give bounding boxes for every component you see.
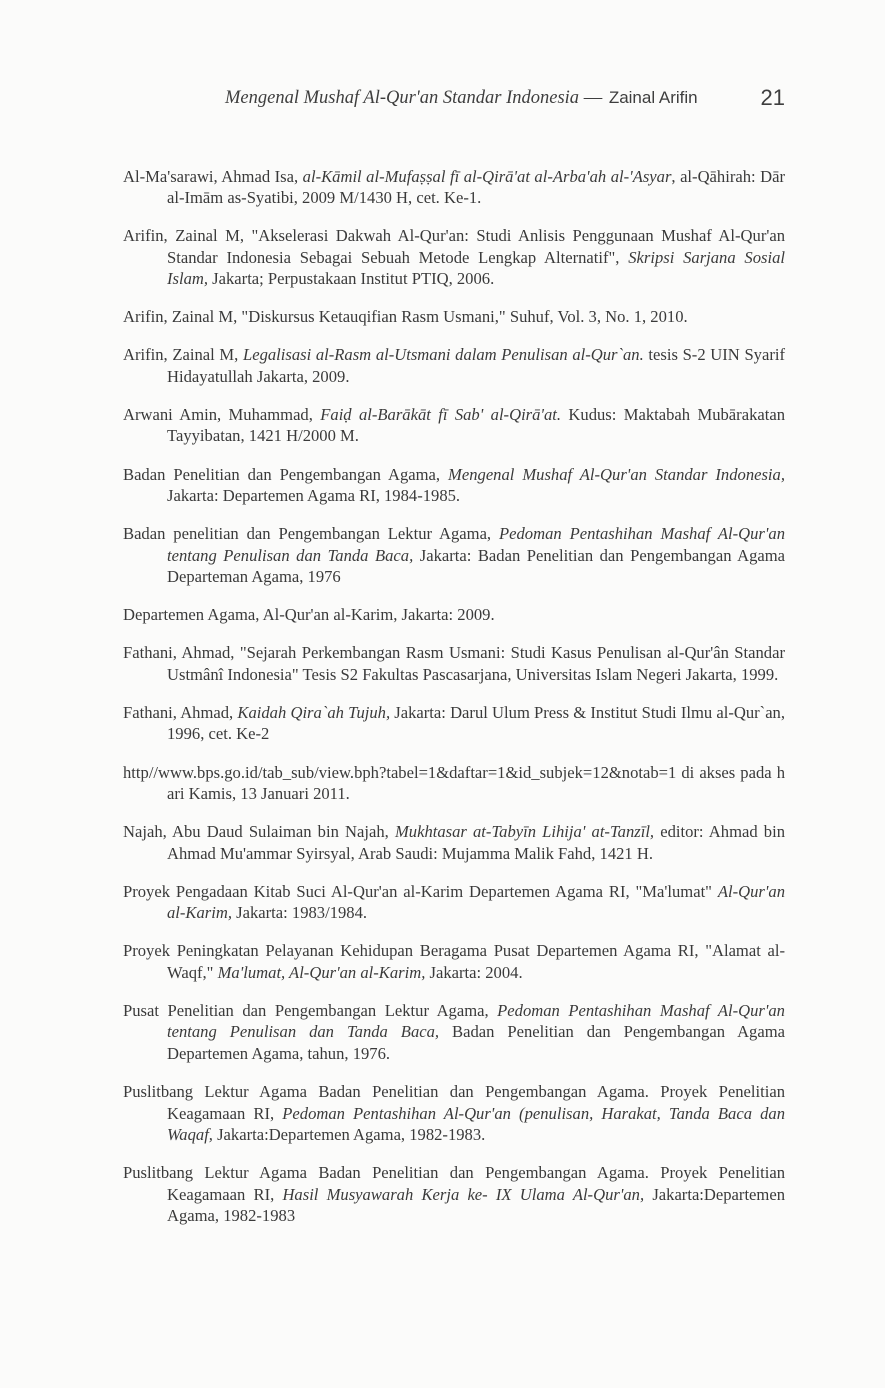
reference-entry: Arifin, Zainal M, Legalisasi al-Rasm al-Utsmani dalam Penulisan al-Qur`an. tesis S-2 UIN Syarif Hidayatullah Jakarta, 2009. xyxy=(123,345,785,386)
bibliography-list xyxy=(123,149,785,1236)
reference-entry: Badan Penelitian dan Pengembangan Agama, Mengenal Mushaf Al-Qur'an Standar Indonesia, Jakarta: Departemen Agama RI, 1984-1985. xyxy=(123,464,785,506)
reference-entry: Departemen Agama, Al-Qur'an al-Karim, Jakarta: 2009. xyxy=(123,605,495,625)
reference-entry: Najah, Abu Daud Sulaiman bin Najah, Mukhtasar at-Tabyīn Lihija' at-Tanzīl, editor: Ahmad bin Ahmad Mu'ammar Syirsyal, Arab Saudi: Mujamma Malik Fahd, 1421 H. xyxy=(123,822,785,863)
reference-entry: Puslitbang Lektur Agama Badan Penelitian dan Pengembangan Agama. Proyek Penelitian Keagamaan RI, Hasil Musyawarah Kerja ke- IX Ulama Al-Qur'an, Jakarta:Departemen Agama, 1982-1983 xyxy=(123,1163,785,1226)
reference-entry: Pusat Penelitian dan Pengembangan Lektur Agama, Pedoman Pentashihan Mashaf Al-Qur'an tentang Penulisan dan Tanda Baca, Badan Penelitian dan Pengembangan Agama Departemen Agama, tahun, 1976. xyxy=(123,1000,785,1063)
page-number: 21 xyxy=(760,85,785,110)
reference-entry: Arwani Amin, Muhammad, Faiḍ al-Barākāt fī Sab' al-Qirā'at. Kudus: Maktabah Mubārakatan Tayyibatan, 1421 H/2000 M. xyxy=(123,404,785,446)
reference-entry: Arifin, Zainal M, "Akselerasi Dakwah Al-Qur'an: Studi Anlisis Penggunaan Mushaf Al-Qur'an Standar Indonesia Sebagai Sebuah Metode Lengkap Alternatif", Skripsi Sarjana Sosial Islam, Jakarta; Perpustakaan Institut PTIQ, 2006. xyxy=(123,226,785,289)
reference-entry: Fathani, Ahmad, "Sejarah Perkembangan Rasm Usmani: Studi Kasus Penulisan al-Qur'ân Standar Ustmânî Indonesia" Tesis S2 Fakultas Pascasarjana, Universitas Islam Negeri Jakarta, 1999. xyxy=(123,643,785,684)
book-title: Mengenal Mushaf Al-Qur'an Standar Indonesia xyxy=(225,88,580,108)
reference-entry: Fathani, Ahmad, Kaidah Qira`ah Tujuh, Jakarta: Darul Ulum Press & Institut Studi Ilmu al-Qur`an, 1996, cet. Ke-2 xyxy=(123,702,786,744)
reference-entry: Al-Ma'sarawi, Ahmad Isa, al-Kāmil al-Mufaṣṣal fī al-Qirā'at al-Arba'ah al-'Asyar, al-Qāhirah: Dār al-Imām as-Syatibi, 2009 M/1430 H, cet. Ke-1. xyxy=(123,166,786,208)
reference-entry: http//www.bps.go.id/tab_sub/view.bph?tabel=1&daftar=1&id_subjek=12&notab=1 di akses pada hari Kamis, 13 Januari 2011. xyxy=(123,762,785,804)
reference-entry: Badan penelitian dan Pengembangan Lektur Agama, Pedoman Pentashihan Mashaf Al-Qur'an tentang Penulisan dan Tanda Baca, Jakarta: Badan Penelitian dan Pengembangan Agama Departeman Agama, 1976 xyxy=(123,524,786,587)
reference-entry: Arifin, Zainal M, "Diskursus Ketauqifian Rasm Usmani," Suhuf, Vol. 3, No. 1, 2010. xyxy=(123,307,688,327)
running-header xyxy=(225,85,785,110)
reference-entry: Proyek Peningkatan Pelayanan Kehidupan Beragama Pusat Departemen Agama RI, "Alamat al-Waqf," Ma'lumat, Al-Qur'an al-Karim, Jakarta: 2004. xyxy=(123,941,785,982)
header-author: Zainal Arifin xyxy=(608,88,698,107)
reference-entry: Puslitbang Lektur Agama Badan Penelitian dan Pengembangan Agama. Proyek Penelitian Keagamaan RI, Pedoman Pentashihan Al-Qur'an (penulisan, Harakat, Tanda Baca dan Waqaf, Jakarta:Departemen Agama, 1982-1983. xyxy=(123,1082,785,1144)
header-separator: — xyxy=(579,88,607,108)
reference-entry: Proyek Pengadaan Kitab Suci Al-Qur'an al-Karim Departemen Agama RI, "Ma'lumat" Al-Qur'an al-Karim, Jakarta: 1983/1984. xyxy=(123,881,785,923)
